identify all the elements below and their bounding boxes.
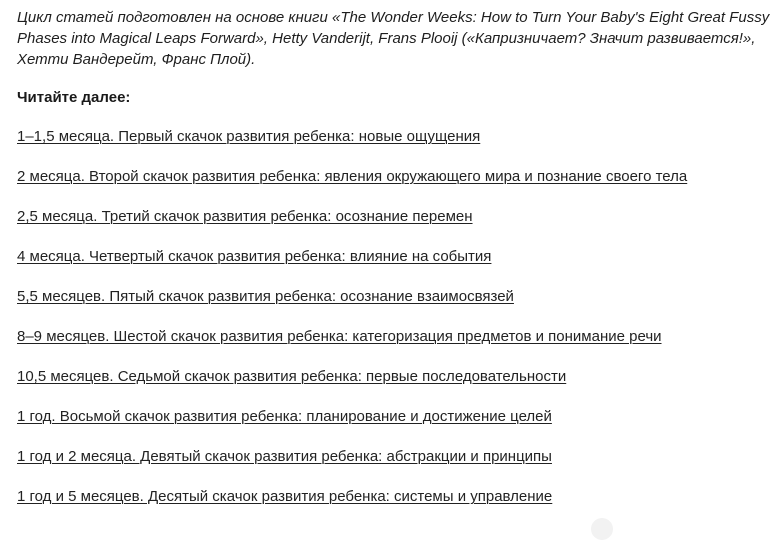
article-link-leap-3[interactable]: 2,5 месяца. Третий скачок развития ребенка: осознание перемен xyxy=(17,208,473,225)
article-link-leap-9[interactable]: 1 год и 2 месяца. Девятый скачок развития ребенка: абстракции и принципы xyxy=(17,448,552,465)
article-link-leap-10[interactable]: 1 год и 5 месяцев. Десятый скачок развития ребенка: системы и управление xyxy=(17,488,553,505)
book-title: The Wonder Weeks: How to Turn Your Baby's Eight Great Fussy Phases into Magical Leaps Forward xyxy=(17,9,770,47)
article-link-leap-8[interactable]: 1 год. Восьмой скачок развития ребенка: планирование и достижение целей xyxy=(17,408,552,425)
list-item xyxy=(17,167,687,207)
article-link-leap-6[interactable]: 8–9 месяцев. Шестой скачок развития ребенка: категоризация предметов и понимание речи xyxy=(17,328,662,345)
intro-prefix: Цикл статей подготовлен на основе книги « xyxy=(17,9,341,26)
list-item xyxy=(17,327,687,367)
list-item xyxy=(17,367,687,407)
article-link-leap-4[interactable]: 4 месяца. Четвертый скачок развития ребенка: влияние на события xyxy=(17,248,492,265)
list-item xyxy=(17,247,687,287)
article-intro xyxy=(17,7,777,70)
intro-suffix: », Hetty Vanderijt, Frans Plooij («Капризничает? Значит развивается!», Хетти Вандерейт, Франс Плой). xyxy=(17,30,756,68)
related-articles-list xyxy=(17,127,687,527)
list-item xyxy=(17,487,687,527)
list-item xyxy=(17,207,687,247)
read-more-heading: Читайте далее: xyxy=(17,89,131,106)
article-link-leap-5[interactable]: 5,5 месяцев. Пятый скачок развития ребенка: осознание взаимосвязей xyxy=(17,288,514,305)
list-item xyxy=(17,447,687,487)
list-item xyxy=(17,127,687,167)
article-link-leap-1[interactable]: 1–1,5 месяца. Первый скачок развития ребенка: новые ощущения xyxy=(17,128,481,145)
article-link-leap-7[interactable]: 10,5 месяцев. Седьмой скачок развития ребенка: первые последовательности xyxy=(17,368,567,385)
article-link-leap-2[interactable]: 2 месяца. Второй скачок развития ребенка: явления окружающего мира и познание своего тела xyxy=(17,168,688,185)
list-item xyxy=(17,287,687,327)
scroll-widget[interactable] xyxy=(591,518,613,540)
list-item xyxy=(17,407,687,447)
